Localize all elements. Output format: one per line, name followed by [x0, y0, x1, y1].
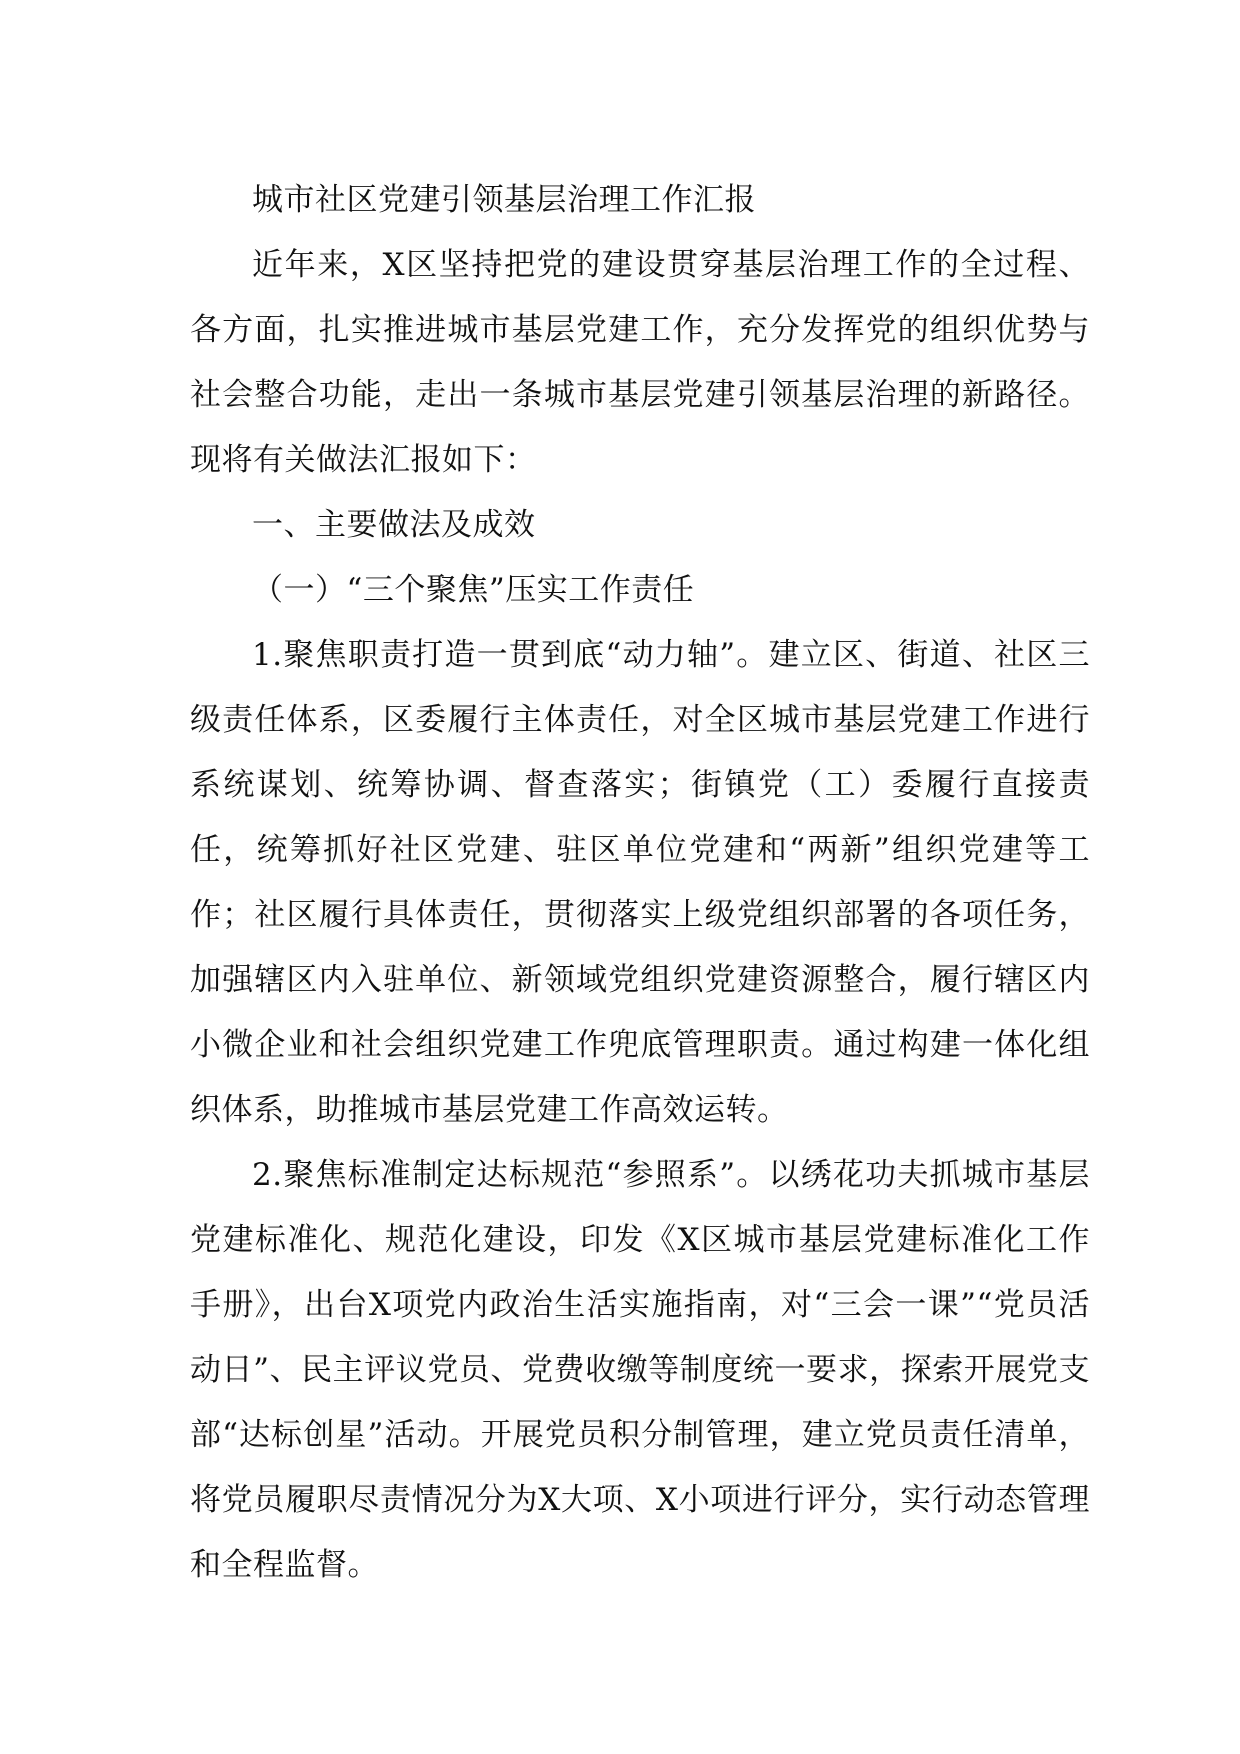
document-title: 城市社区党建引领基层治理工作汇报 [252, 182, 756, 218]
paragraph-intro: 近年来，X区坚持把党的建设贯穿基层治理工作的全过程、各方面，扎实推进城市基层党建工作，充分发挥党的组织优势与社会整合功能，走出一条城市基层党建引领基层治理的新路径。现将有关做法汇报如下： [190, 247, 1090, 478]
heading-section-1: 一、主要做法及成效 [252, 507, 536, 543]
paragraph-item-2: 2.聚焦标准制定达标规范“参照系”。以绣花功夫抓城市基层党建标准化、规范化建设，印发《X区城市基层党建标准化工作手册》，出台X项党内政治生活实施指南，对“三会一课”“党员活动日”、民主评议党员、党费收缴等制度统一要求，探索开展党支部“达标创星”活动。开展党员积分制管理，建立党员责任清单，将党员履职尽责情况分为X大项、X小项进行评分，实行动态管理和全程监督。 [190, 1157, 1090, 1583]
document-body [190, 168, 1090, 1598]
heading-subsection-1: （一）“三个聚焦”压实工作责任 [252, 572, 695, 608]
paragraph-item-1: 1.聚焦职责打造一贯到底“动力轴”。建立区、街道、社区三级责任体系，区委履行主体责任，对全区城市基层党建工作进行系统谋划、统筹协调、督查落实；街镇党（工）委履行直接责任，统筹抓好社区党建、驻区单位党建和“两新”组织党建等工作；社区履行具体责任，贯彻落实上级党组织部署的各项任务，加强辖区内入驻单位、新领域党组织党建资源整合，履行辖区内小微企业和社会组织党建工作兜底管理职责。通过构建一体化组织体系，助推城市基层党建工作高效运转。 [190, 637, 1090, 1128]
